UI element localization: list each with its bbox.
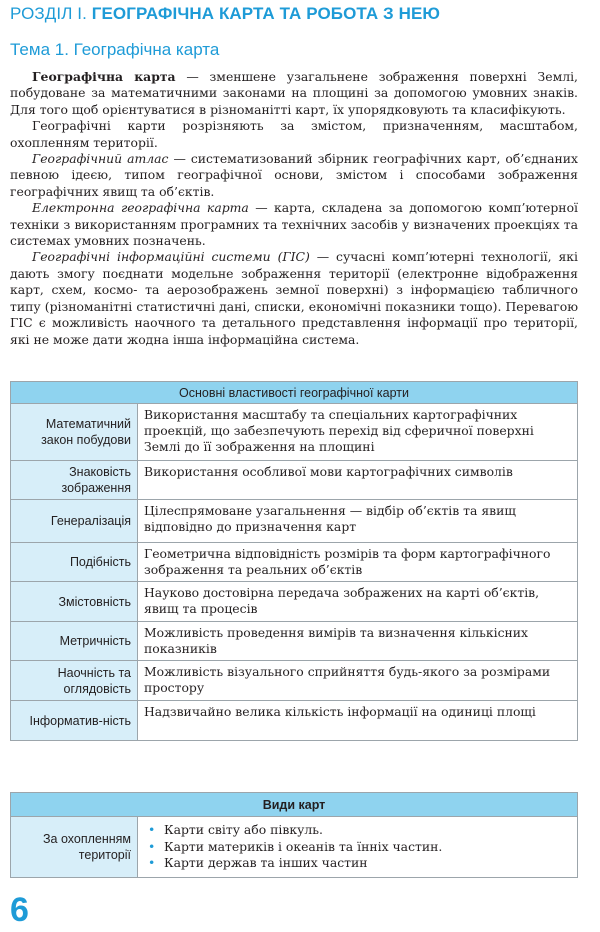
list-item-text: Карти материків і океанів та їнніх частин.: [164, 838, 443, 854]
property-name: Метричність: [11, 622, 138, 661]
property-description: Можливість візуального сприйняття будь-якого за розмірами простору: [138, 661, 578, 701]
property-description: Науково достовірна передача зображених на карті об’єктів, явищ та процесів: [138, 582, 578, 622]
chapter-title: ГЕОГРАФІЧНА КАРТА ТА РОБОТА З НЕЮ: [91, 4, 441, 23]
definition-text: — сучасні комп’ютерні технології, які дають змогу поєднати модельне зображення території (електронне відображення карт, схем, космо- та аерозображень земної поверхні) з інформацією табличного типу (різноманітні статистичні дані, списки, економічні показники тощо). Перевагою ГІС є можливість наочного та детального представлення інформації про території, які не може дати жодна інша інформаційна система.: [10, 249, 578, 347]
term: Географічна карта: [32, 69, 176, 84]
list-item: [144, 822, 571, 839]
property-description: Геометрична відповідність розмірів та форм картографічного зображення та реальних об’єктів: [138, 543, 578, 582]
table-row: [11, 404, 578, 461]
property-name: Генералізація: [11, 500, 138, 543]
paragraph: [10, 151, 578, 200]
map-types-table-title: Види карт: [11, 793, 578, 817]
page-number: 6: [10, 891, 29, 929]
property-name: Математичний закон побудови: [11, 404, 138, 461]
bullet-icon: •: [148, 855, 156, 870]
list-item: [144, 839, 571, 856]
property-description: Використання масштабу та спеціальних картографічних проекцій, що забезпечують перехід від сферичної поверхні Землі до її зображення на площині: [138, 404, 578, 461]
paragraph: [10, 118, 578, 151]
table-row: [11, 701, 578, 741]
property-description: Можливість проведення вимірів та визначення кількісних показників: [138, 622, 578, 661]
property-name: Знаковість зображення: [11, 461, 138, 500]
term: Географічні інформаційні системи (ГІС): [32, 249, 310, 265]
table-row: [11, 622, 578, 661]
properties-table-title: Основні властивості географічної карти: [11, 382, 578, 404]
term: Географічний атлас: [32, 151, 169, 167]
list-item-text: Карти держав та інших частин: [164, 855, 368, 870]
chapter-number: РОЗДІЛ I.: [10, 4, 87, 23]
bullet-icon: •: [148, 838, 156, 854]
definition-text: — зменшене узагальнене зображення поверхні Землі, побудоване за математичними законами на площині за допомогою умовних знаків. Для того щоб орієнтуватися в різноманітті карт, їх упорядковують та класифікують.: [10, 69, 578, 117]
property-description: Використання особливої мови картографічних символів: [138, 461, 578, 500]
map-types-list: [144, 822, 571, 872]
definition-text: — карта, складена за допомогою комп’ютерної техніки з використанням програмних та технічних засобів у визначених проекціях та системах умовних позначень.: [10, 200, 578, 249]
table-row: [11, 661, 578, 701]
paragraph: [10, 249, 578, 347]
body-text: [10, 69, 578, 348]
definition-text: Географічні карти розрізняють за змістом, призначенням, масштабом, охопленням території.: [10, 118, 578, 150]
list-item: [144, 855, 571, 872]
term: Електронна географічна карта: [32, 200, 249, 216]
table-row: [11, 543, 578, 582]
property-name: Наочність та оглядовість: [11, 661, 138, 701]
list-item-text: Карти світу або півкуль.: [164, 822, 323, 837]
paragraph: [10, 200, 578, 249]
table-row: [11, 582, 578, 622]
map-types-list-cell: [138, 817, 578, 878]
topic-title: Тема 1. Географічна карта: [10, 40, 220, 59]
property-description: Надзвичайно велика кількість інформації на одиниці площі: [138, 701, 578, 741]
property-name: Змістовність: [11, 582, 138, 622]
property-name: Подібність: [11, 543, 138, 582]
property-name: Інформатив-ність: [11, 701, 138, 741]
table-row: [11, 500, 578, 543]
table-row: [11, 461, 578, 500]
map-types-table: [10, 792, 578, 878]
paragraph: [10, 69, 578, 118]
classification-criterion: За охопленням території: [11, 817, 138, 878]
bullet-icon: •: [148, 822, 156, 837]
properties-table: [10, 381, 578, 741]
table-row: [11, 817, 578, 878]
definition-text: — систематизований збірник географічних карт, об’єднаних певною ідеєю, типом географічної основи, змістом і способами зображення географічних явищ та об’єктів.: [10, 151, 578, 199]
chapter-header: [10, 4, 440, 24]
property-description: Цілеспрямоване узагальнення — відбір об’єктів та явищ відповідно до призначення карт: [138, 500, 578, 543]
